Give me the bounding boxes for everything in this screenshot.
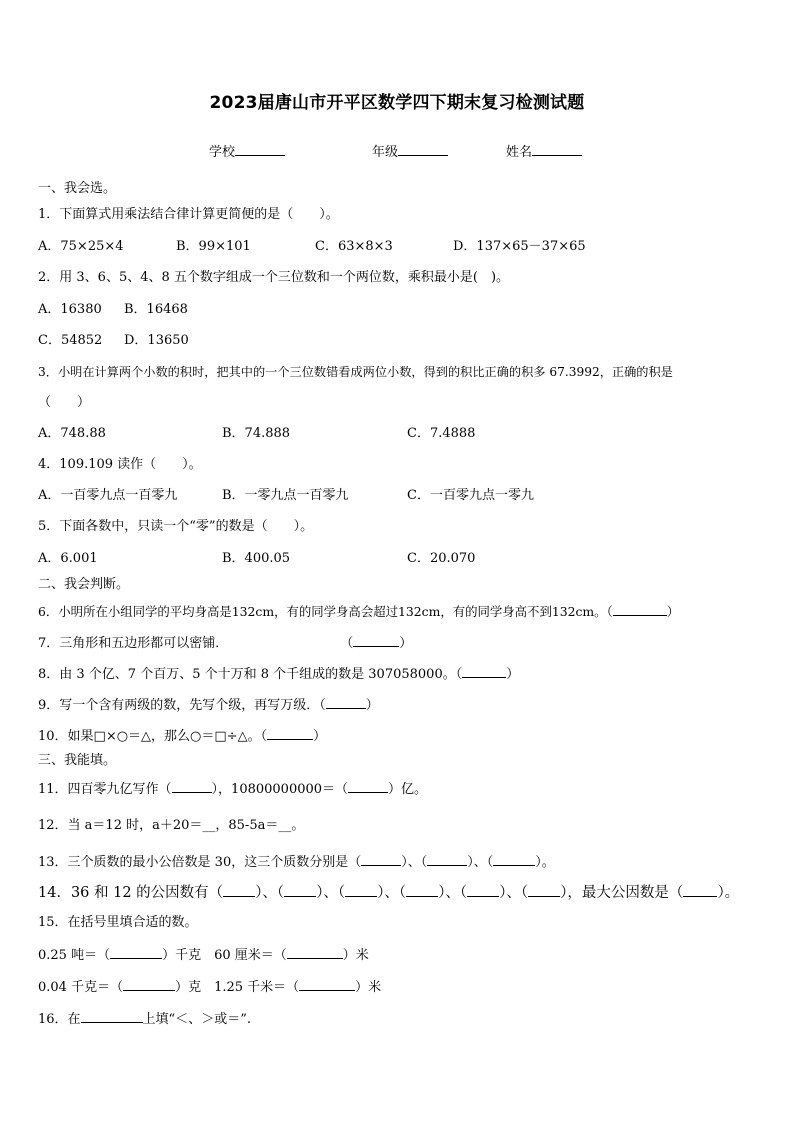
grade-blank[interactable] <box>398 143 448 156</box>
question-13: 13．三个质数的最小公倍数是 30，这三个质数分别是（ ）、（ ）、（ ）。 <box>38 855 555 870</box>
question-8: 8．由 3 个亿、7 个百万、5 个十万和 8 个千组成的数是 307058000。（ ） <box>38 667 520 682</box>
q15-blank-4[interactable] <box>299 978 355 991</box>
q1-option-d[interactable]: D．137×65－37×65 <box>453 239 586 254</box>
q14-blank-3[interactable] <box>345 884 377 897</box>
q2-option-c[interactable]: C．54852 <box>38 333 103 348</box>
q5-option-a[interactable]: A．6.001 <box>38 551 98 566</box>
section-heading-2: 二、我会判断。 <box>38 577 130 592</box>
q15-blank-2[interactable] <box>287 946 343 959</box>
name-label: 姓名 <box>506 145 533 160</box>
question-7: 7．三角形和五边形都可以密铺． （ ） <box>38 636 413 651</box>
question-6: 6．小明所在小组同学的平均身高是132cm，有的同学身高会超过132cm，有的同学身高不到132cm。（ ） <box>38 604 680 619</box>
q13-blank-2[interactable] <box>427 853 467 866</box>
school-blank[interactable] <box>235 143 285 156</box>
question-15-line-1: 0.25 吨＝（ ）千克 60 厘米＝（ ）米 <box>38 948 369 963</box>
q8-answer-blank[interactable] <box>462 665 506 678</box>
question-9: 9．写一个含有两级的数，先写个级，再写万级．（ ） <box>38 698 379 713</box>
question-15: 15．在括号里填合适的数。 <box>38 915 198 930</box>
question-4: 4．109.109 读作（ ）。 <box>38 457 202 472</box>
q1-option-c[interactable]: C．63×8×3 <box>315 239 393 254</box>
question-10: 10．如果□×○＝△，那么○＝□÷△。（ ） <box>38 729 327 744</box>
q14-blank-4[interactable] <box>406 884 438 897</box>
q3-option-c[interactable]: C．7.4888 <box>407 426 476 441</box>
q7-answer-blank[interactable] <box>353 634 399 647</box>
q16-blank[interactable] <box>81 1010 143 1023</box>
q1-option-b[interactable]: B．99×101 <box>176 239 251 254</box>
q15-blank-1[interactable] <box>110 946 162 959</box>
section-heading-3: 三、我能填。 <box>38 753 117 768</box>
q14-blank-1[interactable] <box>223 884 255 897</box>
q2-option-d[interactable]: D．13650 <box>124 333 189 348</box>
question-1: 1．下面算式用乘法结合律计算更简便的是（ ）。 <box>38 207 339 222</box>
school-field[interactable] <box>209 141 285 160</box>
q14-blank-6[interactable] <box>528 884 560 897</box>
grade-label: 年级 <box>372 145 399 160</box>
q5-option-c[interactable]: C．20.070 <box>407 551 476 566</box>
question-15-line-2: 0.04 千克＝（ ）克 1.25 千米＝（ ）米 <box>38 980 382 995</box>
q14-blank-7[interactable] <box>683 884 717 897</box>
question-7-text: 7．三角形和五边形都可以密铺． <box>38 636 229 651</box>
q11-blank-1[interactable] <box>172 780 212 793</box>
q2-option-a[interactable]: A．16380 <box>38 302 102 317</box>
q14-blank-5[interactable] <box>467 884 499 897</box>
q6-answer-blank[interactable] <box>613 603 667 616</box>
question-9-text: 9．写一个含有两级的数，先写个级，再写万级． <box>38 698 320 713</box>
question-14: 14．36 和 12 的公因数有（ ）、（ ）、（ ）、（ ）、（ ）、（ ），最大公因数是（ ）。 <box>38 885 740 901</box>
question-10-text: 10．如果□×○＝△，那么○＝□÷△。 <box>38 729 261 744</box>
question-8-text: 8．由 3 个亿、7 个百万、5 个十万和 8 个千组成的数是 307058000。 <box>38 667 456 682</box>
question-11: 11．四百零九亿写作（ ），10800000000＝（ ）亿。 <box>38 782 428 797</box>
name-blank[interactable] <box>532 143 582 156</box>
q4-option-b[interactable]: B．一零九点一百零九 <box>222 488 349 503</box>
q2-option-b[interactable]: B．16468 <box>124 302 188 317</box>
q13-blank-1[interactable] <box>361 853 401 866</box>
q9-answer-blank[interactable] <box>326 696 366 709</box>
q4-option-a[interactable]: A．一百零九点一百零九 <box>38 488 178 503</box>
q10-answer-blank[interactable] <box>267 727 313 740</box>
page-title: 2023届唐山市开平区数学四下期末复习检测试题 <box>209 93 585 113</box>
question-6-text: 6．小明所在小组同学的平均身高是132cm，有的同学身高会超过132cm，有的同学身高不到132cm。 <box>38 604 607 619</box>
question-3-line-1: 3．小明在计算两个小数的积时，把其中的一个三位数错看成两位小数，得到的积比正确的积多 67.3992，正确的积是 <box>38 365 673 379</box>
question-12: 12．当 a＝12 时，a＋20＝__，85-5a＝__。 <box>38 818 305 833</box>
q1-option-a[interactable]: A．75×25×4 <box>38 239 124 254</box>
question-5: 5．下面各数中，只读一个“零”的数是（ ）。 <box>38 519 314 534</box>
q15-blank-3[interactable] <box>123 978 175 991</box>
q3-option-a[interactable]: A．748.88 <box>38 426 106 441</box>
question-3-line-2: （ ） <box>38 395 91 410</box>
q11-blank-2[interactable] <box>348 780 388 793</box>
section-heading-1: 一、我会选。 <box>38 181 117 196</box>
name-field[interactable] <box>506 141 582 160</box>
q3-option-b[interactable]: B．74.888 <box>222 426 291 441</box>
q4-option-c[interactable]: C．一百零九点一零九 <box>407 488 534 503</box>
question-2: 2．用 3、6、5、4、8 五个数字组成一个三位数和一个两位数，乘积最小是( )。 <box>38 270 510 285</box>
school-label: 学校 <box>209 145 236 160</box>
grade-field[interactable] <box>372 141 448 160</box>
q5-option-b[interactable]: B．400.05 <box>222 551 291 566</box>
q13-blank-3[interactable] <box>493 853 535 866</box>
q14-blank-2[interactable] <box>284 884 316 897</box>
question-16: 16．在 上填“＜、＞或＝”. <box>38 1012 251 1027</box>
